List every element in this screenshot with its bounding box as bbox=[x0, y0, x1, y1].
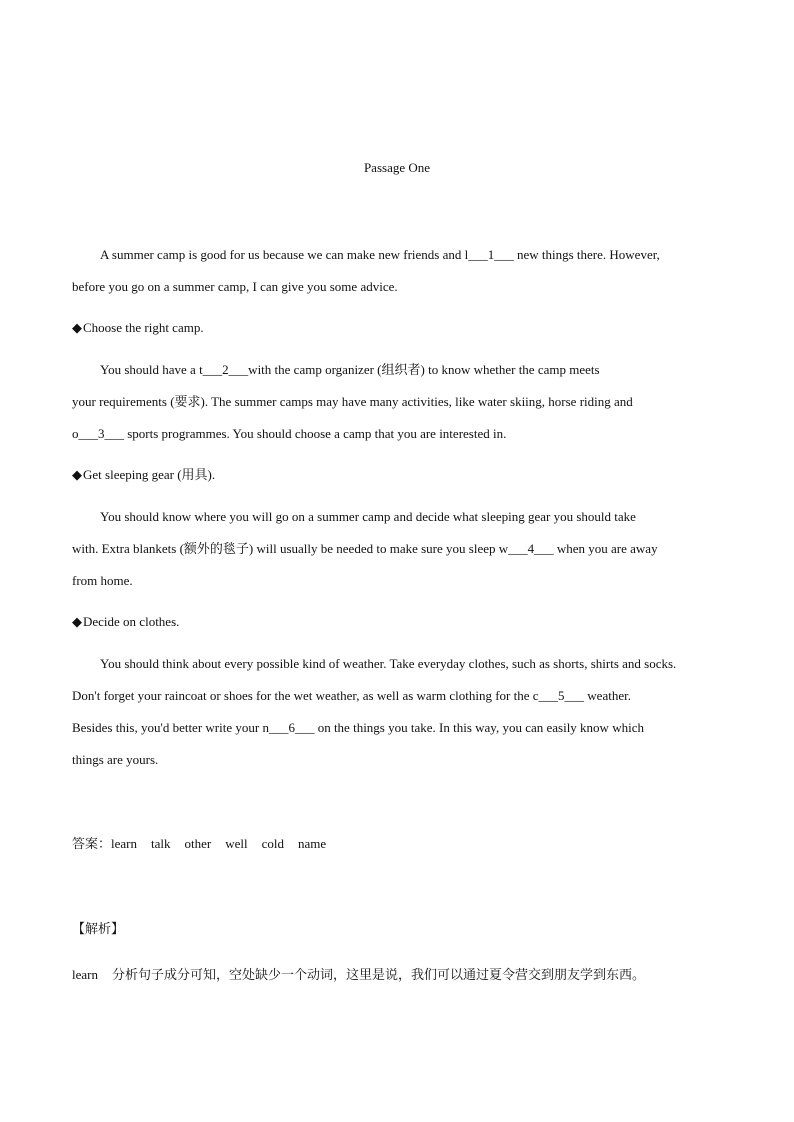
paragraph-2-line-2: your requirements (要求). The summer camps may have many activities, like water skiing, horse riding and bbox=[72, 394, 633, 409]
section-heading-text: Decide on clothes. bbox=[83, 614, 180, 629]
answer-word: well bbox=[225, 836, 248, 851]
answers-line bbox=[72, 836, 340, 852]
paragraph-4-line-4: things are yours. bbox=[72, 752, 159, 767]
passage-title: Passage One bbox=[363, 160, 431, 175]
diamond-bullet-icon: ◆ bbox=[72, 467, 82, 482]
section-heading-sleeping-gear bbox=[72, 467, 215, 483]
analysis-item bbox=[72, 967, 645, 983]
section-heading-text: Choose the right camp. bbox=[83, 320, 204, 335]
answer-word: other bbox=[184, 836, 212, 851]
paragraph-1-line-1: A summer camp is good for us because we can make new friends and l___1___ new things there. However, bbox=[100, 247, 660, 262]
paragraph-1-line-2: before you go on a summer camp, I can give you some advice. bbox=[72, 279, 398, 294]
paragraph-4-line-1: You should think about every possible kind of weather. Take everyday clothes, such as shorts, shirts and socks. bbox=[100, 656, 677, 671]
paragraph-2-line-1: You should have a t___2___with the camp organizer (组织者) to know whether the camp meets bbox=[100, 362, 600, 377]
answer-word: name bbox=[298, 836, 327, 851]
paragraph-4-line-3: Besides this, you'd better write your n___6___ on the things you take. In this way, you can easily know which bbox=[72, 720, 644, 735]
paragraph-3-line-2: with. Extra blankets (额外的毯子) will usually be needed to make sure you sleep w___4___ when you are away bbox=[72, 541, 658, 556]
answer-word: talk bbox=[151, 836, 171, 851]
diamond-bullet-icon: ◆ bbox=[72, 614, 82, 629]
answer-word: learn bbox=[111, 836, 137, 851]
section-heading-text: Get sleeping gear (用具). bbox=[83, 467, 216, 482]
analysis-item-word: learn bbox=[72, 967, 98, 982]
section-heading-clothes bbox=[72, 614, 179, 630]
analysis-item-text: 分析句子成分可知，空处缺少一个动词，这里是说，我们可以通过夏令营交到朋友学到东西。 bbox=[111, 967, 645, 982]
answers-label: 答案： bbox=[72, 836, 112, 851]
paragraph-3-line-1: You should know where you will go on a summer camp and decide what sleeping gear you should take bbox=[100, 509, 636, 524]
answer-word: cold bbox=[261, 836, 284, 851]
diamond-bullet-icon: ◆ bbox=[72, 320, 82, 335]
paragraph-4-line-2: Don't forget your raincoat or shoes for the wet weather, as well as warm clothing for the c___5___ weather. bbox=[72, 688, 631, 703]
analysis-heading: 【解析】 bbox=[72, 921, 125, 936]
section-heading-choose-camp bbox=[72, 320, 204, 336]
paragraph-2-line-3: o___3___ sports programmes. You should choose a camp that you are interested in. bbox=[72, 426, 507, 441]
paragraph-3-line-3: from home. bbox=[72, 573, 133, 588]
